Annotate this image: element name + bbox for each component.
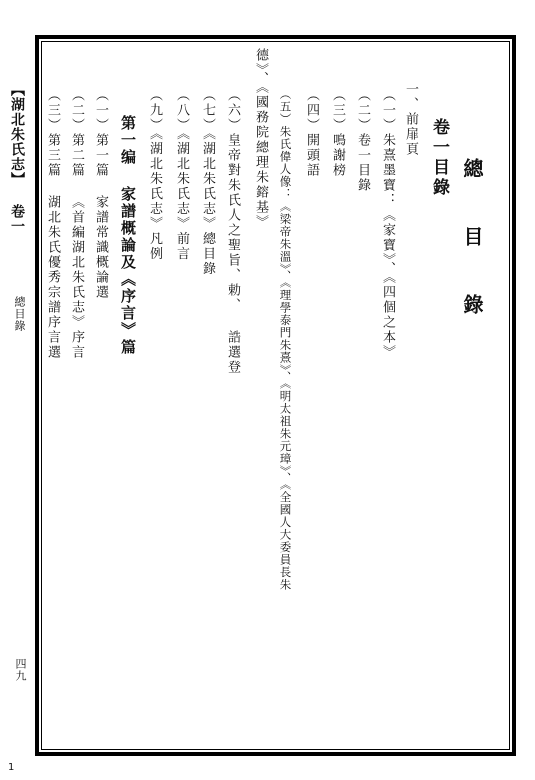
toc-entry-portraits: （五）朱氏偉人像：《梁帝朱溫》、《理學泰門朱熹》、《明太祖朱元璋》、《全國人大委員長朱	[278, 88, 293, 591]
toc-entry-edicts: （六）皇帝對朱氏人之聖旨、勅、 誥選登	[225, 88, 240, 375]
toc-entry-preface: （八）《湖北朱氏志》前言	[174, 88, 189, 262]
toc-title: 總 目 錄	[460, 158, 484, 326]
toc-entry-chapter-2: （二）第二篇 《首編湖北朱氏志》序言	[69, 88, 84, 360]
section-label: 總目錄	[13, 296, 26, 332]
toc-entry-calligraphy: （一）朱熹墨寶：《家寶》、《四個之本》	[380, 88, 395, 360]
corner-number: 1	[8, 762, 15, 773]
toc-entry-general-contents: （七）《湖北朱氏志》總目錄	[200, 88, 215, 277]
volume-heading: 卷一目錄	[429, 118, 449, 198]
toc-entry-guidelines: （九）《湖北朱氏志》凡例	[147, 88, 162, 262]
toc-entry-portraits-cont: 德》、《國務院總理朱鎔基》	[253, 48, 268, 230]
toc-entry-front-page: 一、前扉頁	[403, 82, 418, 157]
running-header: 【湖北朱氏志】 卷一	[9, 82, 25, 234]
toc-entry-volume-contents: （二）卷一目錄	[355, 88, 370, 193]
toc-entry-acknowledgements: （三）鳴謝榜	[330, 88, 345, 178]
toc-entry-chapter-1: （一）第一篇 家譜常識概論選	[93, 88, 108, 300]
toc-entry-chapter-3: （三）第三篇 湖北朱氏優秀宗譜序言選	[45, 88, 60, 360]
page-number: 四九	[14, 658, 27, 682]
toc-entry-opening: （四）開頭語	[304, 88, 319, 178]
part-heading: 第一编 家譜概論及《序言》篇	[119, 115, 137, 356]
